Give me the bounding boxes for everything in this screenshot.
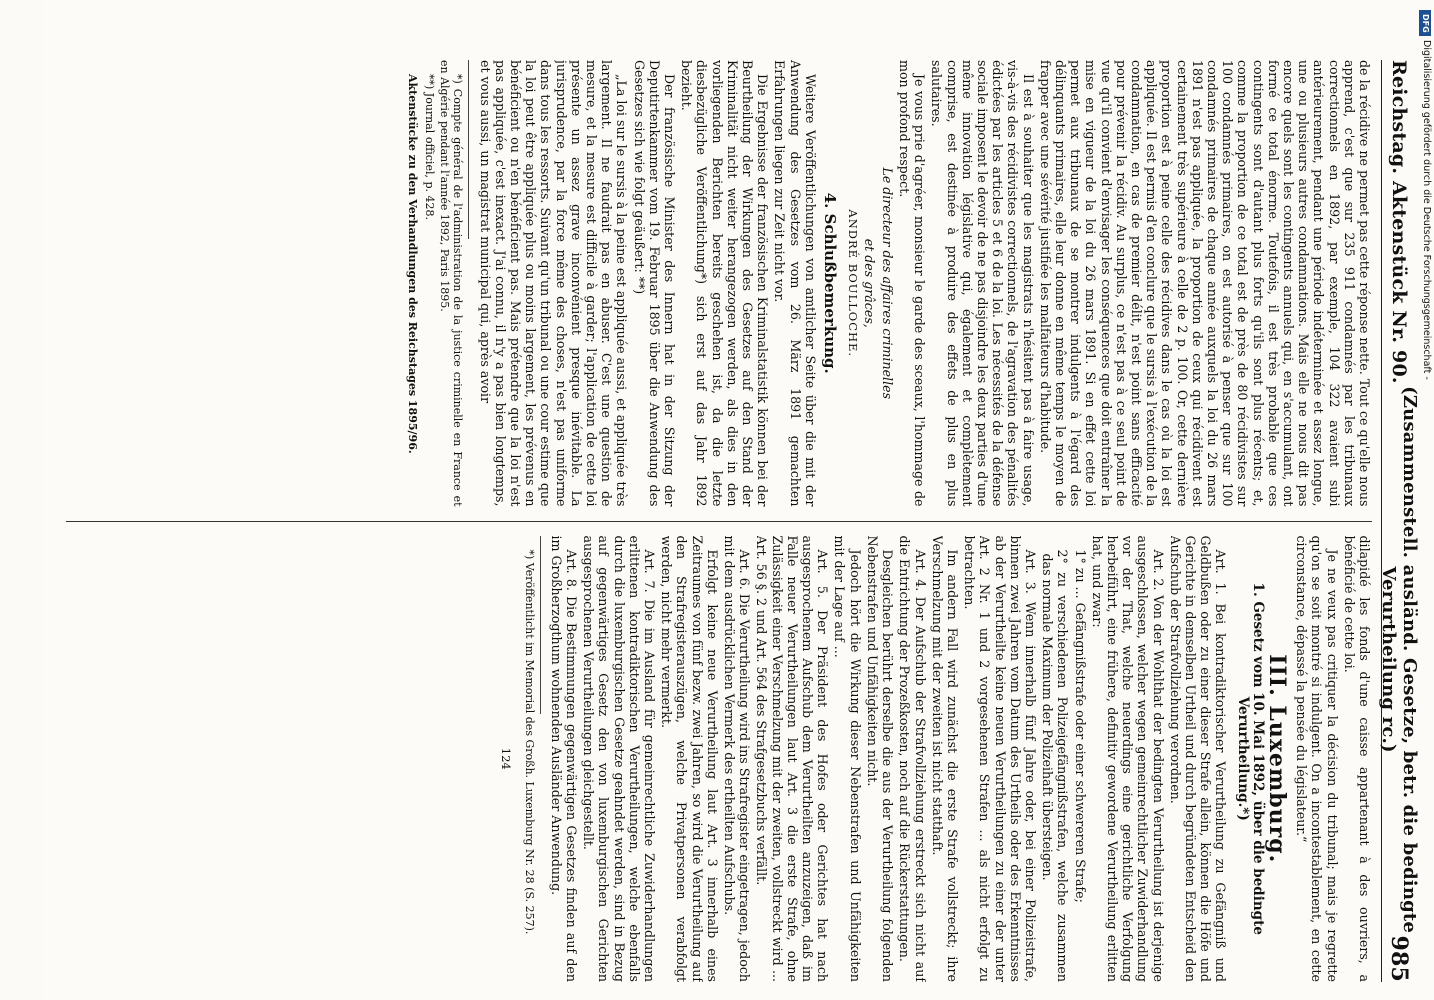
signature-title-2: et des grâces, bbox=[862, 238, 878, 328]
article: Jedoch hört die Wirkung dieser Nebenstrafen und Unfähigkeiten mit der Lage auf ... bbox=[832, 535, 863, 982]
article: Im andern Fall wird zunächst die erste Strafe vollstreckt; ihre Verschmelzung mit der zweiten ist nicht statthaft. bbox=[929, 535, 960, 982]
paragraph: „La loi sur le sursis à la peine est appliquée aussi, et appliquée très largement. Il ne faudrait pas en abuser. C'est une question de mesure, et la mesure est difficile à garder; l'application de cette loi présente un assez grave inconvénient presque inévitable. La jurisprudence, par la force même des choses, n'est pas uniforme dans tous les ressorts. Suivant qu'un tribunal ou une cour estime que la loi peut être appliquée plus ou moins largement, les prévenus en bénéficient ou n'en bénéficient pas. Mais prétendre que la loi n'est pas appliquée, c'est inexact. J'ai connu, il n'y a pas bien longtemps, et vous aussi, un magistrat municipal qui, après avoir bbox=[477, 60, 630, 507]
left-column bbox=[66, 60, 1372, 507]
dfg-logo-badge: DFG bbox=[1419, 10, 1431, 36]
signature-name: ANDRÉ BOULLOCHE. bbox=[846, 209, 861, 358]
header-center-title: (Zusammenstell. ausländ. Gesetze, betr. die bedingte Verurtheilung rc.) bbox=[1378, 386, 1420, 934]
article: Art. 4. Der Aufschub der Strafvollziehung erstreckt sich nicht auf die Entrichtung der Prozeßkosten, noch auf die Rückerstattungen. bbox=[897, 535, 928, 982]
section-heading-luxemburg: III. Luxemburg. bbox=[1263, 654, 1290, 864]
paragraph: Je vous prie d'agréer, monsieur le garde des sceaux, l'hommage de mon profond respect. bbox=[896, 60, 928, 507]
section-heading: 4. Schlußbemerkung. bbox=[821, 192, 840, 374]
law-title: 1. Gesetz vom 10. Mai 1892, über die bedingte Verurtheilung.*) bbox=[1234, 582, 1266, 935]
right-column bbox=[66, 536, 1372, 983]
article: Art. 7. Die im Ausland für gemeinrechtliche Zuwiderhandlungen erlittenen kontradiktorischen Verurtheilungen, welche ebenfalls durch die luxemburgischen Gesetze geahndet werden, sind in Bezug auf gegenwärtiges Gesetz den von luxemburgischen Gerichten ausgesprochenen Verurtheilungen gleichgestellt. bbox=[581, 535, 658, 982]
paragraph: Je ne veux pas critiquer la décision du tribunal; mais je regrette qu'on se soit montré si indulgent. On a incontestablement, en cette circonstance, dépassé la pensée du législateur.“ bbox=[1294, 535, 1340, 982]
signature-title-1: Le directeur des affaires criminelles bbox=[879, 167, 895, 400]
article: Art. 8. Die Bestimmungen gegenwärtigen Gesetzes finden auf den im Großherzogthum wohnenden Ausländer Anwendung. bbox=[548, 535, 580, 982]
article-item: 1° zu ... Gefängnißstrafe oder einer schwereren Strafe; bbox=[1072, 549, 1088, 903]
footnote-rule bbox=[468, 60, 469, 239]
footer-line: Aktenstücke zu den Verhandlungen des Reichstages 1895/96. bbox=[406, 74, 420, 454]
article: Art. 1. Bei kontradiktorischer Verurtheilung zu Gefängniß und Geldbußen oder zu einer dieser Strafe allein, können die Höfe und Gerichte in demselben Urtheil und durch begründeten Entscheid den Aufschub der Strafvollziehung verordnen. bbox=[1167, 535, 1229, 982]
footnote: *) Veröffentlicht im Memorial des Großh. Luxemburg Nr. 28 (S. 257). bbox=[522, 549, 536, 935]
article: Desgleichen berührt derselbe die aus der Verurtheilung folgenden Nebenstrafen und Unfähigkeiten nicht. bbox=[864, 535, 896, 982]
paragraph: de la récidive ne permet pas cette réponse nette. Tout ce qu'elle nous apprend, c'est que sur 235 911 condamnés par les tribunaux correctionnels en 1892, par exemple, 104 322 avaient subi antérieurement, pendant une période indéterminée et assez longue, une ou plusieurs autres condamnations. Mais elle ne nous dit pas encore quels sont les contingents annuels qui, en s'accumulant, ont formé ce total énorme. Toutefois, il est très probable que ces contingents sont d'autant plus forts qu'ils sont plus récents; et, comme la proportion de ce total est de près de 80 récidivistes sur 100 condamnés primaires, on est autorisé à penser que sur 100 condamnés primaires de chaque année auxquels la loi du 26 mars 1891 n'est pas appliquée, la proportion de ceux qui récidivent est certainement très supérieure à celle de 2 p. 100. Or, cette dernière proportion est à peine celle des récidives dans le cas où la loi est appliquée. Il est permis d'en conclure que le sursis à l'exécution de la condamnation, en cas de premier délit, n'est point sans efficacité pour prévenir la récidiv. Au surplus, ce n'est pas à ce seul point de vue qu'il convient d'envisager les conséquences que doit entraîner la mise en vigueur de la loi du 26 mars 1891. Si en effet cette loi permet aux tribunaux de se montrer indulgents à l'égard des délinquants primaires, elle leur donne en même temps le moyen de frapper avec une sévérité justifiée les malfaiteurs d'habitude. bbox=[1037, 60, 1372, 507]
paragraph: Die Ergebnisse der französischen Kriminalstatistik können bei der Beurtheilung der Wirkungen des Gesetzes auf den Stand der Kriminalität nicht weiter herangezogen werden, als dies in den vorliegenden Berichten bereits geschehen ist, da die letzte diesbezügliche Veröffentlichung*) sich erst auf das Jahr 1892 bezieht. bbox=[679, 60, 771, 507]
dfg-credit-text: Digitalisierung gefördert durch die Deutsche Forschungsgemeinschaft - bbox=[1421, 40, 1432, 380]
article: Erfolgt keine neue Verurtheilung laut Art. 3 innerhalb eines Zeitraumes von fünf bezw. zwei Jahren, so wird die Verurtheilung auf den Strafregisterauszügen, welche Privatpersonen verabfolgt werden, nicht mehr vermerkt. bbox=[659, 535, 720, 982]
page-number: 985 bbox=[1386, 935, 1412, 982]
footnote-rule bbox=[540, 536, 541, 715]
article: Art. 5. Der Präsident des Hofes oder Gerichtes hat nach ausgesprochenem Aufschub dem Verurtheilten anzuzeigen, daß im Falle neuer Verurtheilungen laut Art. 3 die erste Strafe, ohne Zulässigkeit einer Verschmelzung mit der zweiten, vollstreckt wird ... Art. 56 §. 2 und Art. 564 des Strafgesetzbuchs verfällt. bbox=[754, 535, 831, 982]
dfg-credit bbox=[1418, 40, 1432, 600]
header-left-title: Reichstag. Aktenstück Nr. 90. bbox=[1388, 60, 1410, 384]
rotated-document-page bbox=[44, 0, 1434, 1000]
article: Art. 2. Von der Wohlthat der bedingten Verurtheilung ist derjenige ausgeschlossen, welcher wegen gemeinrechtlicher Zuwiderhandlung vor der That, welche neuerdings eine gerichtliche Verfolgung herbeiführt, eine frühere, definitiv gewordene Verurtheilung erlitten hat, und zwar: bbox=[1089, 535, 1166, 982]
running-header bbox=[1378, 60, 1420, 982]
paragraph: Weitere Veröffentlichungen von amtlicher Seite über die mit der Anwendung des Gesetzes vom 26. März 1891 gemachten Erfahrungen liegen zur Zeit nicht vor. bbox=[772, 60, 818, 507]
paragraph: Il est à souhaiter que les magistrats n'hésitent pas à faire usage, vis-à-vis des récidivistes correctionnels, de l'agravation des pénalités édictées par les articles 5 et 6 de la loi. Les nécessités de la défense sociale imposent le devoir de ne pas disjoindre les deux parties d'une même innovation législative qui, également et complètement comprise, est destinée à produire des effets de plus en plus salutaires. bbox=[929, 60, 1036, 507]
article: Art. 6. Die Verurtheilung wird ins Strafregister eingetragen, jedoch mit dem ausdrücklichen Vermerk des ertheilten Aufschubs. bbox=[722, 535, 753, 982]
page-code: 124 bbox=[498, 747, 513, 770]
column-divider bbox=[66, 521, 1372, 522]
article: Art. 3. Wenn innerhalb fünf Jahre oder, bei einer Polizeistrafe, binnen zwei Jahren vom Datum des Urtheils oder des Erkenntnisses ab der Verurtheilte keine neuen Verurtheilungen zu einer der unter Art. 2 Nr. 1 und 2 vorgesehenen Strafen ... als nicht erfolgt zu betrachten. bbox=[962, 535, 1038, 982]
document-page bbox=[44, 0, 1434, 1000]
footnote: *) Compte général de l'administration de la justice criminelle en France et en Algérie pendant l'année 1892, Paris 1895. bbox=[438, 60, 465, 507]
footnote: **) Journal officiel, p. 428. bbox=[423, 74, 437, 221]
paragraph: dilapidé les fonds d'une caisse appartenant à des ouvriers, a bénéficié de cette loi. bbox=[1341, 535, 1372, 982]
article-item: 2° zu verschiedenen Polizeigefängnißstrafen, welche zusammen das normale Maximum der Polizeihaft übersteigen. bbox=[1040, 549, 1071, 982]
two-column-body bbox=[66, 60, 1372, 982]
paragraph: Der französische Minister des Innern hat in der Sitzung der Deputirtenkammer vom 19. Februar 1895 über die Anwendung des Gesetzes sich wie folgt geäußert: **) bbox=[631, 60, 678, 507]
